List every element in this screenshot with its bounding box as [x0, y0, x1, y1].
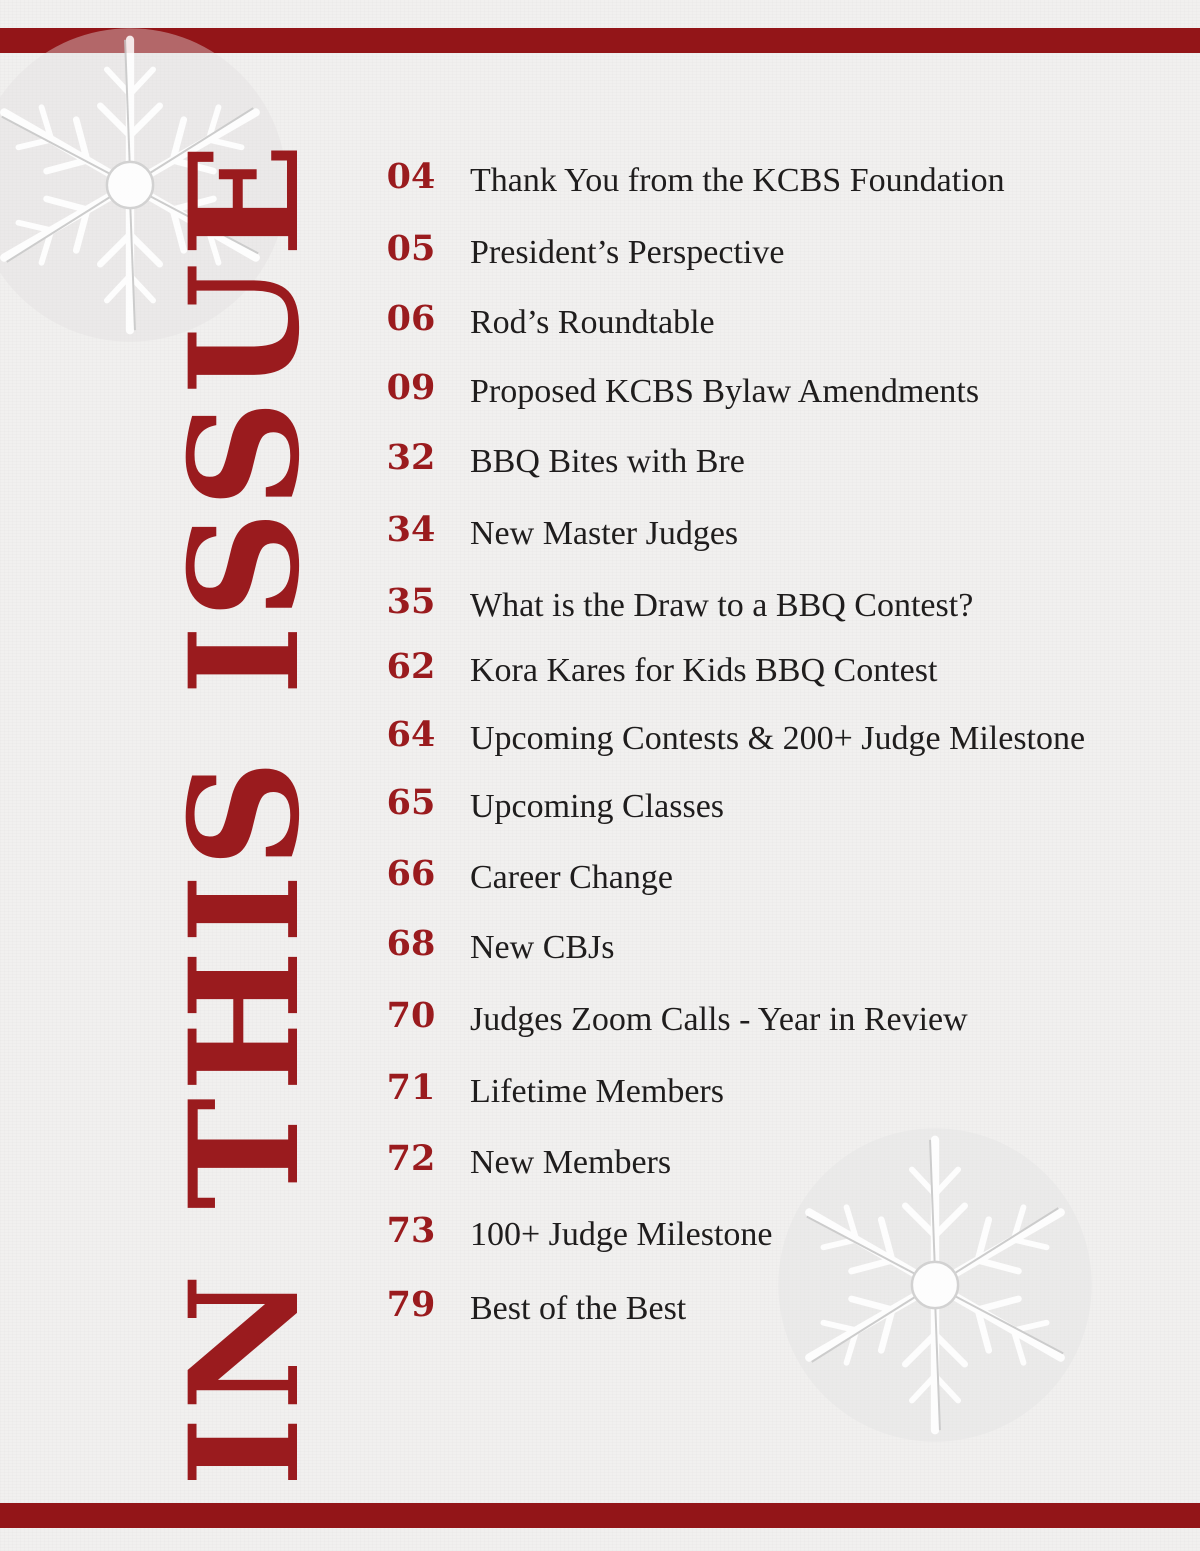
toc-title: What is the Draw to a BBQ Contest?: [470, 587, 974, 624]
toc-entry[interactable]: [384, 1209, 1184, 1259]
toc-title: President’s Perspective: [470, 234, 785, 271]
toc-page-number: 64: [386, 714, 436, 755]
toc-page-number: 66: [386, 853, 436, 894]
toc-entry[interactable]: [384, 922, 1184, 972]
toc-title: Proposed KCBS Bylaw Amendments: [470, 373, 980, 410]
toc-entry[interactable]: [384, 852, 1184, 902]
toc-page-number: 34: [386, 509, 436, 550]
toc-entry[interactable]: [384, 1066, 1184, 1116]
toc-page-number: 09: [386, 367, 436, 408]
toc-entry[interactable]: [384, 227, 1184, 277]
toc-title: Judges Zoom Calls - Year in Review: [470, 1001, 968, 1038]
toc-page-number: 68: [386, 923, 436, 964]
toc-page-number: 70: [386, 995, 436, 1036]
toc-entry[interactable]: [384, 645, 1184, 695]
toc-page-number: 72: [386, 1138, 436, 1179]
toc-title: Rod’s Roundtable: [470, 304, 715, 341]
toc-entry[interactable]: [384, 155, 1184, 205]
bottom-border-bar: [0, 1503, 1200, 1528]
toc-title: New Master Judges: [470, 515, 739, 552]
toc-page-number: 65: [386, 782, 436, 823]
toc-title: New Members: [470, 1144, 672, 1181]
toc-title: Kora Kares for Kids BBQ Contest: [470, 652, 938, 689]
toc-title: Best of the Best: [470, 1290, 687, 1327]
toc-entry[interactable]: [384, 713, 1184, 763]
toc-entry[interactable]: [384, 508, 1184, 558]
toc-page-number: 05: [386, 228, 436, 269]
toc-page-number: 71: [386, 1067, 436, 1108]
toc-entry[interactable]: [384, 580, 1184, 630]
toc-entry[interactable]: [384, 366, 1184, 416]
toc-entry[interactable]: [384, 436, 1184, 486]
toc-title: Thank You from the KCBS Foundation: [470, 162, 1005, 199]
toc-title: New CBJs: [470, 929, 615, 966]
toc-title: Career Change: [470, 859, 673, 896]
toc-page-number: 62: [386, 646, 436, 687]
page-title: IN THIS ISSUE: [157, 136, 333, 1487]
toc-page-number: 73: [386, 1210, 436, 1251]
toc-entry[interactable]: [384, 1283, 1184, 1333]
toc-title: Upcoming Classes: [470, 788, 725, 825]
toc-page-number: 79: [386, 1284, 436, 1325]
toc-page-number: 35: [386, 581, 436, 622]
toc-title: Upcoming Contests & 200+ Judge Milestone: [470, 720, 1086, 757]
toc-title: Lifetime Members: [470, 1073, 724, 1110]
toc-page-number: 32: [386, 437, 436, 478]
toc-page-number: 04: [386, 156, 436, 197]
toc-entry[interactable]: [384, 1137, 1184, 1187]
toc-entry[interactable]: [384, 994, 1184, 1044]
toc-page-number: 06: [386, 298, 436, 339]
toc-entry[interactable]: [384, 781, 1184, 831]
toc-entry[interactable]: [384, 297, 1184, 347]
toc-title: 100+ Judge Milestone: [470, 1216, 773, 1253]
toc-title: BBQ Bites with Bre: [470, 443, 745, 480]
